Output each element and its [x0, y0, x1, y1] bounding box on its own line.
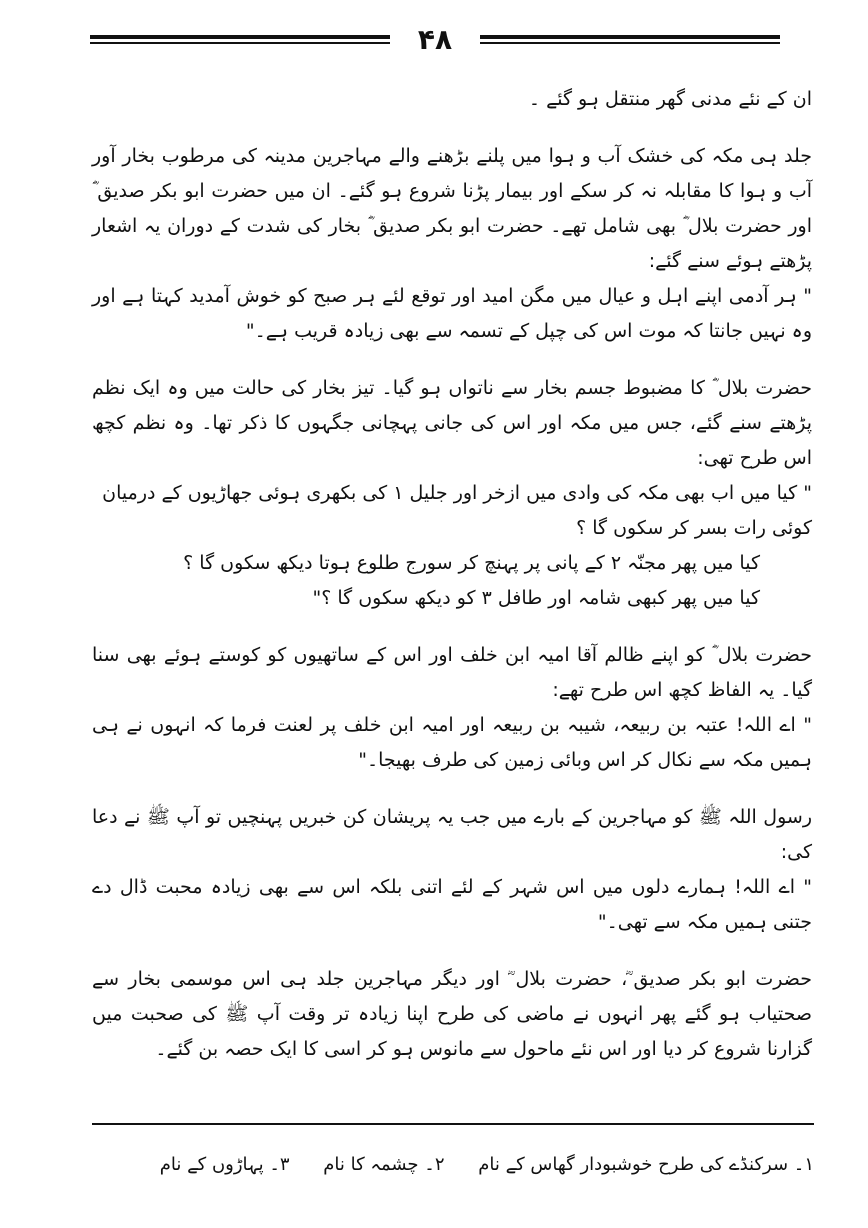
- header-rule-left: [90, 35, 390, 44]
- poem-block: [92, 476, 812, 616]
- paragraph-5: رسول اللہ ﷺ کو مہاجرین کے بارے میں جب یہ پریشان کن خبریں پہنچیں تو آپ ﷺ نے دعا کی:: [92, 806, 812, 863]
- paragraph-6: حضرت ابو بکر صدیق ؓ، حضرت بلال ؓ اور دیگر مہاجرین جلد ہی اس موسمی بخار سے صحتیاب ہو گئے پھر انہوں نے ماضی کی طرح اپنا زیادہ تر وقت آپ ﷺ کی صحبت میں گزارنا شروع کر دیا اور اس نئے ماحول سے مانوس ہو کر اسی کا ایک حصہ بن گئے۔: [92, 968, 812, 1060]
- quote-1: " ہر آدمی اپنے اہل و عیال میں مگن امید اور توقع لئے ہر صبح کو خوش آمدید کہتا ہے اور وہ نہیں جانتا کہ موت اس کی چپل کے تسمہ سے بھی زیادہ قریب ہے۔": [92, 285, 812, 342]
- paragraph-3: حضرت بلال ؓ کا مضبوط جسم بخار سے ناتواں ہو گیا۔ تیز بخار کی حالت میں وہ ایک نظم پڑھتے سنے گئے، جس میں مکہ اور اس کی جانی پہچانی جگہوں کا ذکر تھا۔ وہ نظم کچھ اس طرح تھی:: [92, 377, 812, 469]
- poem-line-3: کیا میں پھر کبھی شامہ اور طافل ۳ کو دیکھ سکوں گا ؟": [312, 587, 760, 609]
- page-body: [92, 82, 812, 1089]
- footnote-1: ۱۔ سرکنڈے کی طرح خوشبودار گھاس کے نام: [478, 1154, 814, 1175]
- poem-line-1: " کیا میں اب بھی مکہ کی وادی میں ازخر اور جلیل ۱ کی بکھری ہوئی جھاڑیوں کے درمیان کوئی رات بسر کر سکوں گا ؟: [102, 482, 812, 539]
- footnotes: [92, 1148, 814, 1182]
- page-header: [90, 22, 780, 62]
- footnote-2: ۲۔ چشمہ کا نام: [323, 1154, 445, 1175]
- quote-3: " اے اللہ! ہمارے دلوں میں اس شہر کے لئے اتنی بلکہ اس سے بھی زیادہ محبت ڈال دے جتنی ہمیں مکہ سے تھی۔": [92, 876, 812, 933]
- footnote-3: ۳۔ پہاڑوں کے نام: [159, 1154, 290, 1175]
- paragraph-1: ان کے نئے مدنی گھر منتقل ہو گئے ۔: [528, 88, 812, 110]
- poem-line-2: کیا میں پھر مجنّہ ۲ کے پانی پر پہنچ کر سورج طلوع ہوتا دیکھ سکوں گا ؟: [183, 552, 760, 574]
- paragraph-2: جلد ہی مکہ کی خشک آب و ہوا میں پلنے بڑھنے والے مہاجرین مدینہ کی مرطوب بخار آور آب و ہوا کا مقابلہ نہ کر سکے اور بیمار پڑنا شروع ہو گئے۔ ان میں حضرت ابو بکر صدیق ؓ اور حضرت بلال ؓ بھی شامل تھے۔ حضرت ابو بکر صدیق ؓ بخار کی شدت کے دوران یہ اشعار پڑھتے ہوئے سنے گئے:: [92, 145, 812, 272]
- page-number: ۴۸: [417, 23, 453, 56]
- header-rule-right: [480, 35, 780, 44]
- quote-2: " اے اللہ! عتبہ بن ربیعہ، شیبہ بن ربیعہ اور امیہ ابن خلف پر لعنت فرما کہ انہوں نے ہی ہمیں مکہ سے نکال کر اس وبائی زمین کی طرف بھیجا۔": [92, 714, 812, 771]
- paragraph-4: حضرت بلال ؓ کو اپنے ظالم آقا امیہ ابن خلف اور اس کے ساتھیوں کو کوستے ہوئے بھی سنا گیا۔ یہ الفاظ کچھ اس طرح تھے:: [92, 644, 812, 701]
- footnote-divider: [92, 1123, 814, 1125]
